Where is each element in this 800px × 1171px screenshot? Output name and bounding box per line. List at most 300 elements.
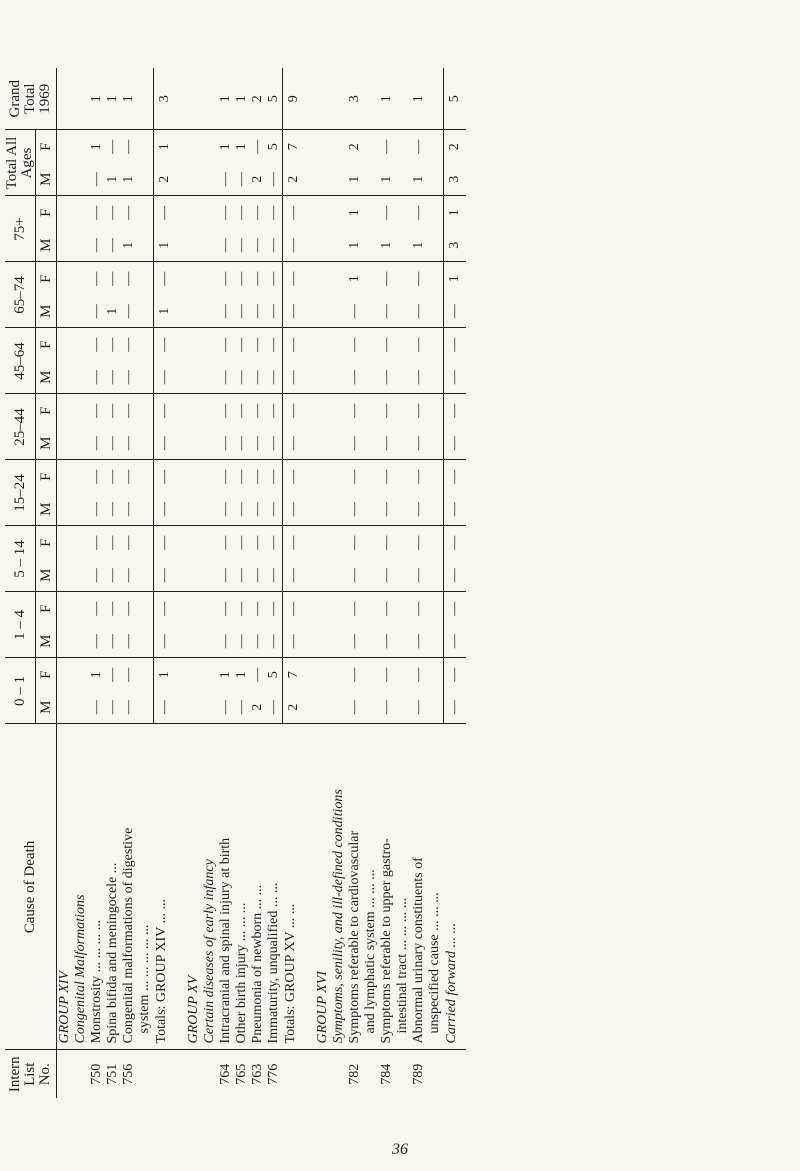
grand-total-cell: 1 <box>411 95 426 103</box>
value-cell <box>137 163 153 196</box>
value-cell <box>427 395 443 428</box>
value-cell: — <box>266 601 281 616</box>
value-cell <box>137 263 153 296</box>
age-group-header: Total All Ages <box>5 130 36 196</box>
value-cell: — <box>411 304 426 319</box>
value-cell <box>137 659 153 692</box>
list-number: 764 <box>218 1063 233 1085</box>
value-cell: — <box>234 436 249 451</box>
value-column <box>57 460 154 493</box>
grand-total-cell: 3 <box>347 95 362 103</box>
value-cell <box>427 691 443 724</box>
value-cell <box>137 427 153 460</box>
total-value-cell: — <box>283 196 306 229</box>
age-group-header: 65–74 <box>5 262 36 328</box>
value-column <box>57 130 154 163</box>
age-group-header: 45–64 <box>5 328 36 394</box>
value-cell: — <box>121 634 136 649</box>
value-cell: — <box>121 535 136 550</box>
value-cell <box>395 263 411 296</box>
value-cell: 1 <box>379 241 394 249</box>
value-cell: — <box>121 304 136 319</box>
value-column <box>186 196 283 229</box>
value-column <box>186 328 283 361</box>
value-column <box>315 493 444 526</box>
value-cell <box>363 691 379 724</box>
carried-forward-label: Carried forward ... ... <box>444 724 467 1050</box>
value-cell: — <box>411 568 426 583</box>
value-cell: 1 <box>218 143 233 151</box>
value-cell <box>395 559 411 592</box>
group-subtitle: Symptoms, senility, and ill-defined conditions <box>331 789 346 1044</box>
value-cell: 1 <box>89 143 104 151</box>
value-cell: — <box>89 238 104 253</box>
list-number: 789 <box>411 1063 426 1085</box>
total-grand-cell: 3 <box>154 68 177 130</box>
total-value-cell: — <box>444 526 467 559</box>
value-cell <box>137 559 153 592</box>
total-value-cell: — <box>154 427 177 460</box>
value-column <box>315 328 444 361</box>
value-cell: — <box>347 436 362 451</box>
value-cell: — <box>89 502 104 517</box>
male-header: M <box>37 568 54 582</box>
grand-total-cell: 1 <box>379 95 394 103</box>
grand-total-column <box>186 68 283 130</box>
value-cell: — <box>347 370 362 385</box>
total-value-cell: — <box>283 328 306 361</box>
value-cell: — <box>266 370 281 385</box>
value-cell: — <box>218 304 233 319</box>
total-value-cell: — <box>154 196 177 229</box>
value-cell: — <box>89 436 104 451</box>
value-cell <box>363 361 379 394</box>
value-cell: — <box>234 271 249 286</box>
value-cell: — <box>250 436 265 451</box>
value-cell: — <box>121 700 136 715</box>
total-value-cell: — <box>444 361 467 394</box>
section-block <box>186 68 283 1098</box>
value-cell: — <box>411 601 426 616</box>
value-cell: — <box>234 568 249 583</box>
value-column <box>315 229 444 262</box>
age-group-header: 15–24 <box>5 460 36 526</box>
value-cell: 1 <box>411 175 426 183</box>
value-cell: — <box>266 469 281 484</box>
value-cell: — <box>89 370 104 385</box>
value-cell: — <box>347 502 362 517</box>
total-value-cell: 1 <box>154 658 177 691</box>
cause-line: system ... ... ... ... ... <box>137 924 152 1034</box>
value-cell: — <box>105 205 120 220</box>
value-cell: — <box>347 634 362 649</box>
age-group-header: 1 – 4 <box>5 592 36 658</box>
total-value-cell: 1 <box>444 196 467 229</box>
value-cell: — <box>379 271 394 286</box>
value-cell: 1 <box>121 241 136 249</box>
total-value-cell: — <box>154 460 177 493</box>
list-number: 756 <box>121 1063 136 1085</box>
total-value-cell: — <box>283 592 306 625</box>
value-cell: — <box>89 535 104 550</box>
value-cell: — <box>266 436 281 451</box>
total-value-cell: 2 <box>444 130 467 163</box>
value-cell: — <box>121 205 136 220</box>
value-column <box>57 691 154 724</box>
value-cell <box>137 229 153 262</box>
male-header: M <box>37 370 54 384</box>
value-column <box>315 427 444 460</box>
male-header: M <box>37 700 54 714</box>
value-cell <box>427 197 443 230</box>
value-cell <box>427 593 443 626</box>
value-cell: — <box>218 271 233 286</box>
female-header: F <box>36 592 57 625</box>
value-cell <box>427 130 443 163</box>
value-column <box>315 196 444 229</box>
value-column <box>186 460 283 493</box>
value-cell: — <box>89 205 104 220</box>
cause-line: Congenital malformations of digestive <box>121 827 136 1044</box>
total-value-cell: — <box>444 460 467 493</box>
cause-line: Other birth injury ... ... ... <box>234 902 249 1044</box>
total-value-cell: — <box>444 295 467 328</box>
male-header: M <box>37 634 54 648</box>
value-column <box>57 361 154 394</box>
total-value-cell: 1 <box>154 295 177 328</box>
value-cell: — <box>411 535 426 550</box>
total-value-cell: — <box>444 493 467 526</box>
cause-line: Monstrosity ... ... ... ... <box>89 919 104 1044</box>
value-cell <box>137 361 153 394</box>
value-cell: — <box>89 634 104 649</box>
value-cell: — <box>250 238 265 253</box>
value-cell <box>427 263 443 296</box>
total-value-cell: — <box>283 394 306 427</box>
value-cell: — <box>379 601 394 616</box>
total-value-cell: — <box>444 658 467 691</box>
grand-total-cell: 1 <box>234 95 249 103</box>
value-cell <box>427 295 443 328</box>
value-column <box>186 691 283 724</box>
value-cell: 1 <box>347 175 362 183</box>
value-cell: 2 <box>250 703 265 711</box>
value-cell: — <box>105 403 120 418</box>
female-header: F <box>36 460 57 493</box>
value-cell: — <box>379 403 394 418</box>
value-cell: — <box>105 568 120 583</box>
value-cell: — <box>411 403 426 418</box>
value-cell: — <box>250 139 265 154</box>
total-value-cell: — <box>154 526 177 559</box>
value-cell: — <box>379 304 394 319</box>
value-cell: — <box>89 172 104 187</box>
value-column <box>186 592 283 625</box>
value-cell: 1 <box>411 241 426 249</box>
value-column <box>57 295 154 328</box>
value-cell: — <box>250 205 265 220</box>
value-cell: — <box>121 601 136 616</box>
value-column <box>57 163 154 196</box>
value-column <box>186 229 283 262</box>
value-cell: — <box>234 370 249 385</box>
cause-line: intestinal tract ... ... ... ... <box>395 897 410 1034</box>
value-column <box>186 427 283 460</box>
value-cell: — <box>121 436 136 451</box>
cause-line: Spina bifida and meningocele ... <box>105 862 120 1044</box>
value-cell <box>363 229 379 262</box>
value-cell: — <box>379 700 394 715</box>
value-cell: — <box>379 634 394 649</box>
total-value-cell: — <box>154 691 177 724</box>
value-column <box>57 559 154 592</box>
group-subtitle: Certain diseases of early infancy <box>202 859 217 1044</box>
value-cell: 1 <box>347 275 362 283</box>
age-group-header: 5 – 14 <box>5 526 36 592</box>
total-value-cell: — <box>154 493 177 526</box>
value-cell <box>427 559 443 592</box>
value-cell: — <box>234 601 249 616</box>
value-cell <box>395 197 411 230</box>
total-value-cell: 1 <box>444 262 467 295</box>
value-cell: — <box>411 667 426 682</box>
value-cell: — <box>234 172 249 187</box>
value-cell: — <box>234 700 249 715</box>
list-number <box>427 1051 443 1099</box>
total-value-cell: — <box>154 361 177 394</box>
total-value-cell: — <box>154 262 177 295</box>
value-cell <box>427 361 443 394</box>
value-cell <box>395 659 411 692</box>
total-value-cell: — <box>444 592 467 625</box>
value-cell <box>363 559 379 592</box>
value-column <box>57 229 154 262</box>
value-cell <box>363 163 379 196</box>
value-cell: — <box>218 535 233 550</box>
value-cell: — <box>218 370 233 385</box>
female-header: F <box>36 196 57 229</box>
value-cell: — <box>218 238 233 253</box>
value-cell: — <box>347 667 362 682</box>
value-cell: — <box>121 337 136 352</box>
cause-cell <box>186 724 283 1050</box>
value-cell: — <box>266 172 281 187</box>
cause-line: Pneumonia of newborn ... ... <box>250 884 265 1044</box>
value-cell: — <box>379 337 394 352</box>
value-cell: — <box>121 568 136 583</box>
cause-cell <box>57 724 154 1050</box>
value-cell: 1 <box>234 671 249 679</box>
value-cell: — <box>411 139 426 154</box>
value-cell: — <box>250 271 265 286</box>
total-value-cell: 2 <box>283 691 306 724</box>
value-cell: — <box>218 568 233 583</box>
value-column <box>186 625 283 658</box>
total-value-cell: — <box>283 559 306 592</box>
grand-total-cell: 5 <box>266 95 281 103</box>
value-cell: — <box>347 469 362 484</box>
value-column <box>57 625 154 658</box>
value-cell: — <box>89 403 104 418</box>
grand-total-cell <box>363 68 379 130</box>
cause-line: Immaturity, unqualified ... ... <box>266 882 281 1044</box>
value-cell: — <box>218 337 233 352</box>
value-cell: 1 <box>105 175 120 183</box>
value-cell: — <box>379 469 394 484</box>
value-cell <box>395 593 411 626</box>
value-cell <box>137 130 153 163</box>
value-cell: — <box>411 205 426 220</box>
value-cell: — <box>234 469 249 484</box>
grand-total-column <box>315 68 444 130</box>
value-cell: — <box>218 634 233 649</box>
value-cell <box>427 625 443 658</box>
value-cell: — <box>121 403 136 418</box>
value-column <box>57 328 154 361</box>
value-cell: — <box>266 403 281 418</box>
grand-total-cell: 1 <box>89 95 104 103</box>
value-cell: — <box>411 337 426 352</box>
list-number <box>137 1051 153 1099</box>
male-header: M <box>37 172 54 186</box>
total-value-cell: — <box>444 691 467 724</box>
cause-line: and lymphatic system ... ... ... <box>363 869 378 1034</box>
value-cell: — <box>105 370 120 385</box>
value-cell <box>395 130 411 163</box>
value-column <box>186 658 283 691</box>
value-cell: — <box>347 700 362 715</box>
value-cell: — <box>105 139 120 154</box>
value-column <box>57 592 154 625</box>
value-cell <box>137 461 153 494</box>
value-cell <box>137 197 153 230</box>
value-cell: — <box>234 502 249 517</box>
value-cell: — <box>89 337 104 352</box>
value-column <box>315 361 444 394</box>
value-cell <box>363 197 379 230</box>
value-cell <box>363 427 379 460</box>
value-cell <box>427 229 443 262</box>
value-cell <box>427 659 443 692</box>
value-cell <box>363 625 379 658</box>
value-cell: 5 <box>266 143 281 151</box>
value-cell: — <box>266 205 281 220</box>
total-value-cell: — <box>283 262 306 295</box>
value-cell: — <box>266 271 281 286</box>
female-header: F <box>36 658 57 691</box>
total-value-cell: — <box>283 229 306 262</box>
value-column <box>57 394 154 427</box>
value-cell: — <box>105 634 120 649</box>
value-cell: — <box>218 502 233 517</box>
value-cell: — <box>121 139 136 154</box>
value-cell: — <box>266 502 281 517</box>
grand-total-cell <box>427 68 443 130</box>
value-cell <box>395 295 411 328</box>
value-column <box>315 295 444 328</box>
total-value-cell: — <box>154 394 177 427</box>
value-cell: — <box>411 502 426 517</box>
value-cell: — <box>411 370 426 385</box>
group-title: GROUP XIV <box>57 971 72 1044</box>
value-cell: 5 <box>266 671 281 679</box>
value-cell: — <box>266 337 281 352</box>
list-numbers <box>57 1050 154 1098</box>
grand-total-cell: 1 <box>105 95 120 103</box>
value-cell: — <box>234 403 249 418</box>
value-cell: — <box>379 535 394 550</box>
total-value-cell: 2 <box>283 163 306 196</box>
group-title: GROUP XV <box>186 975 201 1044</box>
value-cell: — <box>105 700 120 715</box>
value-column <box>315 130 444 163</box>
list-number: 763 <box>250 1063 265 1085</box>
value-column <box>186 262 283 295</box>
total-grand-cell: 5 <box>444 68 467 130</box>
value-cell: 1 <box>347 209 362 217</box>
value-cell: — <box>250 337 265 352</box>
value-cell: — <box>105 469 120 484</box>
value-cell: — <box>218 700 233 715</box>
cause-line: Intracranial and spinal injury at birth <box>218 837 233 1044</box>
value-cell: — <box>379 667 394 682</box>
mortality-table <box>5 68 466 1098</box>
value-column <box>315 625 444 658</box>
value-cell: — <box>347 601 362 616</box>
value-cell <box>363 329 379 362</box>
value-cell: — <box>411 469 426 484</box>
value-cell <box>363 659 379 692</box>
total-value-cell: — <box>444 394 467 427</box>
list-number: 751 <box>105 1063 120 1085</box>
value-cell: — <box>121 469 136 484</box>
value-column <box>186 361 283 394</box>
rotated-page-table <box>5 68 725 1098</box>
female-header: F <box>36 262 57 295</box>
total-value-cell: 2 <box>154 163 177 196</box>
value-cell <box>395 461 411 494</box>
value-cell: — <box>234 238 249 253</box>
value-cell <box>395 229 411 262</box>
age-group-header: 25–44 <box>5 394 36 460</box>
value-cell: — <box>347 337 362 352</box>
value-cell: 1 <box>379 175 394 183</box>
value-cell: — <box>347 535 362 550</box>
total-value-cell: 3 <box>444 163 467 196</box>
group-subtitle: Congenital Malformations <box>73 894 88 1044</box>
total-value-cell: — <box>154 559 177 592</box>
value-cell <box>363 295 379 328</box>
grand-total-cell <box>395 68 411 130</box>
page-number: 36 <box>392 1141 408 1158</box>
value-column <box>186 559 283 592</box>
value-cell: — <box>266 568 281 583</box>
value-cell <box>363 130 379 163</box>
value-cell: — <box>347 568 362 583</box>
value-cell <box>395 625 411 658</box>
total-value-cell: — <box>283 526 306 559</box>
value-column <box>315 163 444 196</box>
value-cell <box>137 295 153 328</box>
value-cell <box>137 691 153 724</box>
value-cell: — <box>89 700 104 715</box>
value-cell <box>427 163 443 196</box>
value-column <box>57 658 154 691</box>
total-value-cell: — <box>283 361 306 394</box>
value-cell: — <box>379 205 394 220</box>
value-cell: — <box>89 568 104 583</box>
value-column <box>186 526 283 559</box>
